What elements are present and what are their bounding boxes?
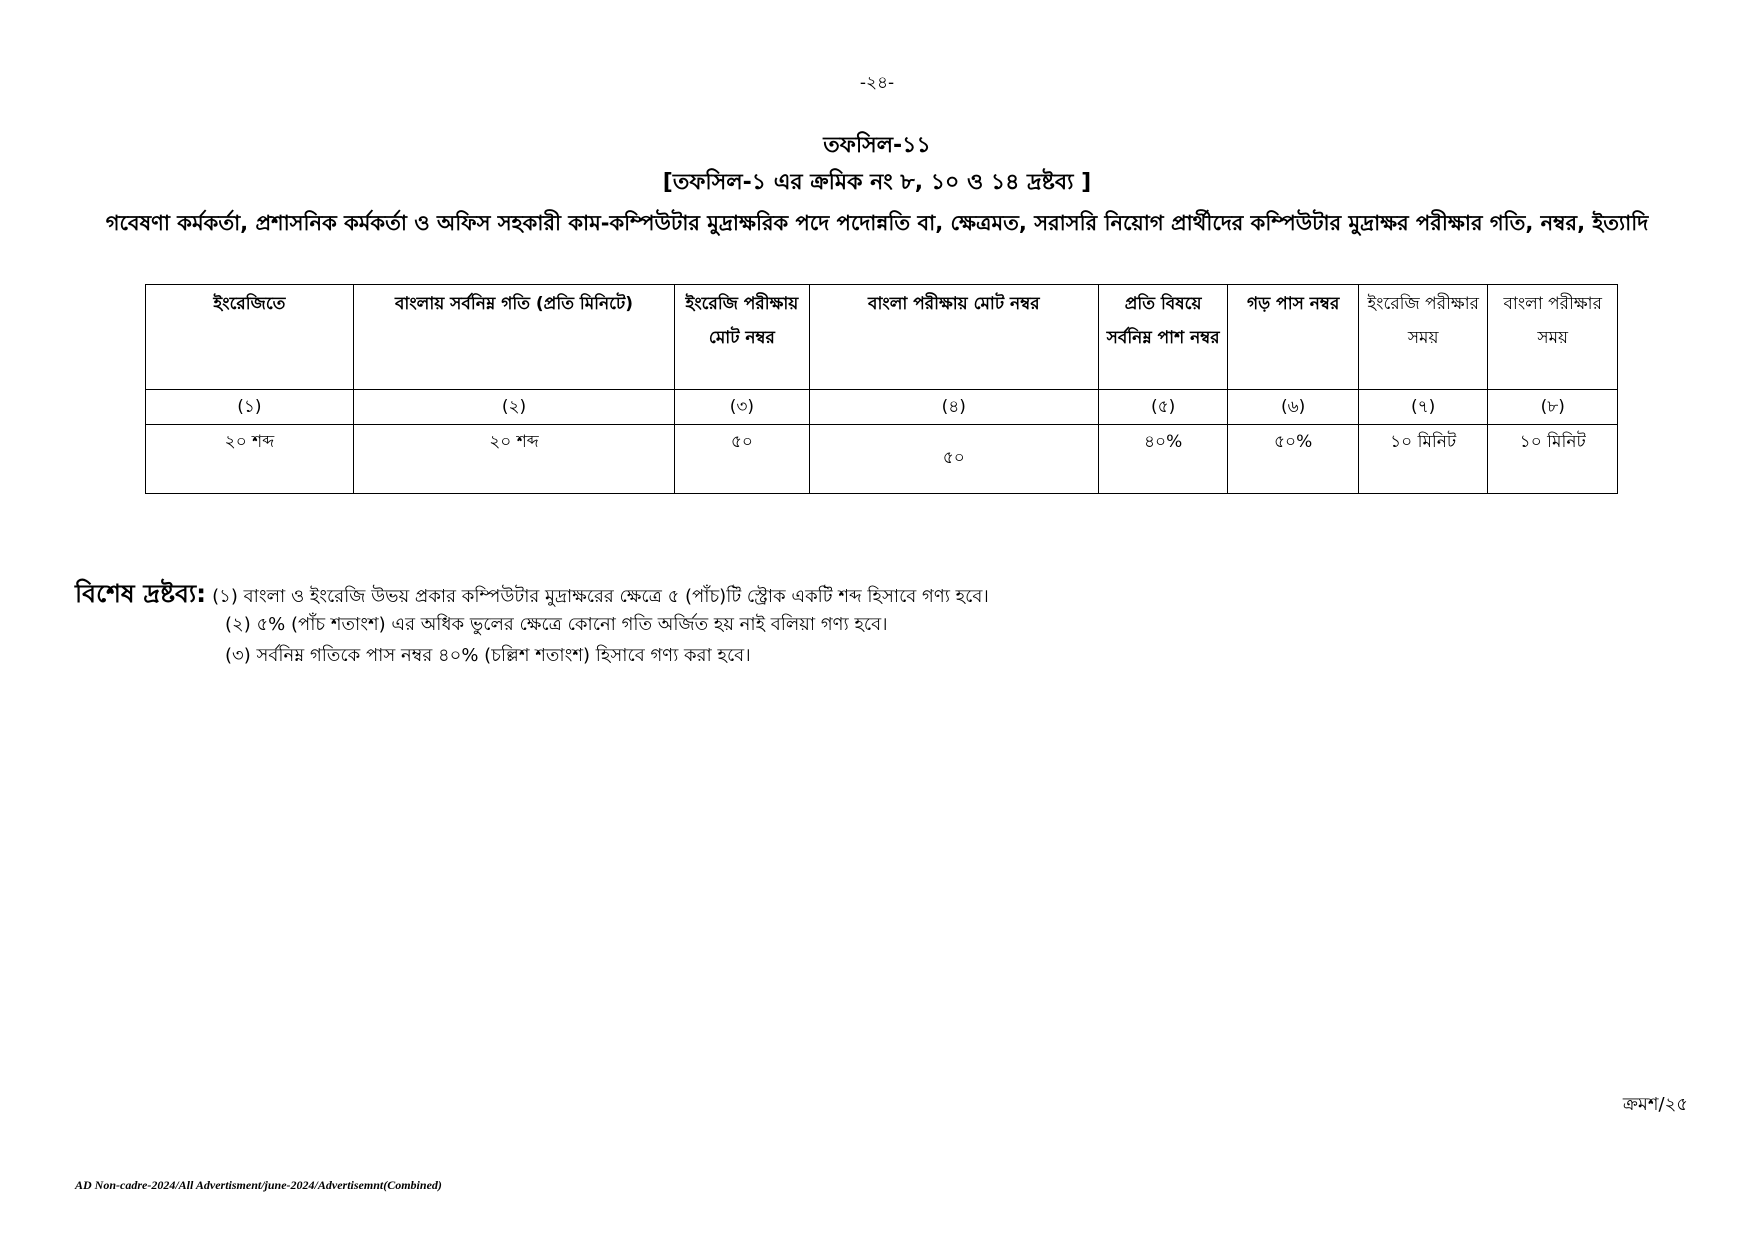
special-notes xyxy=(75,578,1635,671)
column-number-cell: (৬) xyxy=(1228,390,1359,425)
note-item: (১) বাংলা ও ইংরেজি উভয় প্রকার কম্পিউটার মুদ্রাক্ষরের ক্ষেত্রে ৫ (পাঁচ)টি স্ট্রোক একটি শব্দ হিসাবে গণ্য হবে। xyxy=(212,586,989,607)
header-cell-bangla-total-marks: বাংলা পরীক্ষায় মোট নম্বর xyxy=(809,285,1098,390)
header-cell-min-pass-marks: প্রতি বিষয়ে সর্বনিম্ন পাশ নম্বর xyxy=(1098,285,1228,390)
note-item: (৩) সর্বনিম্ন গতিকে পাস নম্বর ৪০% (চল্লিশ শতাংশ) হিসাবে গণ্য করা হবে। xyxy=(225,645,751,666)
column-number-cell: (৪) xyxy=(809,390,1098,425)
schedule-title: তফসিল-১১ xyxy=(823,133,931,158)
header-cell-english-speed: ইংরেজিতে xyxy=(146,285,354,390)
value-cell-bangla-exam-time: ১০ মিনিট xyxy=(1488,425,1618,494)
header-cell-average-pass-marks: গড় পাস নম্বর xyxy=(1228,285,1359,390)
schedule-table xyxy=(145,284,1618,494)
note-item: (২) ৫% (পাঁচ শতাংশ) এর অধিক ভুলের ক্ষেত্রে কোনো গতি অর্জিত হয় নাই বলিয়া গণ্য হবে। xyxy=(225,614,888,635)
notes-title: বিশেষ দ্রষ্টব্য: xyxy=(75,579,207,608)
value-cell-english-total-marks: ৫০ xyxy=(675,425,810,494)
value-cell-english-exam-time: ১০ মিনিট xyxy=(1358,425,1488,494)
column-number-cell: (৮) xyxy=(1488,390,1618,425)
value-cell-english-speed: ২০ শব্দ xyxy=(146,425,354,494)
schedule-subtitle: [তফসিল-১ এর ক্রমিক নং ৮, ১০ ও ১৪ দ্রষ্টব্য ] xyxy=(662,170,1092,195)
value-cell-min-pass-marks: ৪০% xyxy=(1098,425,1228,494)
continued-marker: ক্রমশ/২৫ xyxy=(1622,1094,1688,1115)
table-column-number-row xyxy=(146,390,1618,425)
column-number-cell: (২) xyxy=(353,390,674,425)
value-cell-average-pass-marks: ৫০% xyxy=(1228,425,1359,494)
column-number-cell: (৫) xyxy=(1098,390,1228,425)
note-line xyxy=(75,578,1635,609)
header-cell-bangla-exam-time: বাংলা পরীক্ষার সময় xyxy=(1488,285,1618,390)
footer-file-path: AD Non-cadre-2024/All Advertisment/june-2024/Advertisemnt(Combined) xyxy=(75,1178,442,1192)
page-number: -২৪- xyxy=(859,73,895,93)
note-line xyxy=(75,609,1635,640)
header-cell-bangla-min-speed: বাংলায় সর্বনিম্ন গতি (প্রতি মিনিটে) xyxy=(353,285,674,390)
header-cell-english-total-marks: ইংরেজি পরীক্ষায় মোট নম্বর xyxy=(675,285,810,390)
column-number-cell: (৩) xyxy=(675,390,810,425)
header-cell-english-exam-time: ইংরেজি পরীক্ষার সময় xyxy=(1358,285,1488,390)
column-number-cell: (৭) xyxy=(1358,390,1488,425)
schedule-description: গবেষণা কর্মকর্তা, প্রশাসনিক কর্মকর্তা ও অফিস সহকারী কাম-কম্পিউটার মুদ্রাক্ষরিক পদে পদোন্নতি বা, ক্ষেত্রমত, সরাসরি নিয়োগ প্রার্থীদের কম্পিউটার মুদ্রাক্ষর পরীক্ষার গতি, নম্বর, ইত্যাদি xyxy=(105,211,1649,235)
note-line xyxy=(75,640,1635,671)
column-number-cell: (১) xyxy=(146,390,354,425)
table-value-row xyxy=(146,425,1618,494)
table-header-row xyxy=(146,285,1618,390)
value-cell-bangla-total-marks: ৫০ xyxy=(809,425,1098,494)
value-cell-bangla-min-speed: ২০ শব্দ xyxy=(353,425,674,494)
